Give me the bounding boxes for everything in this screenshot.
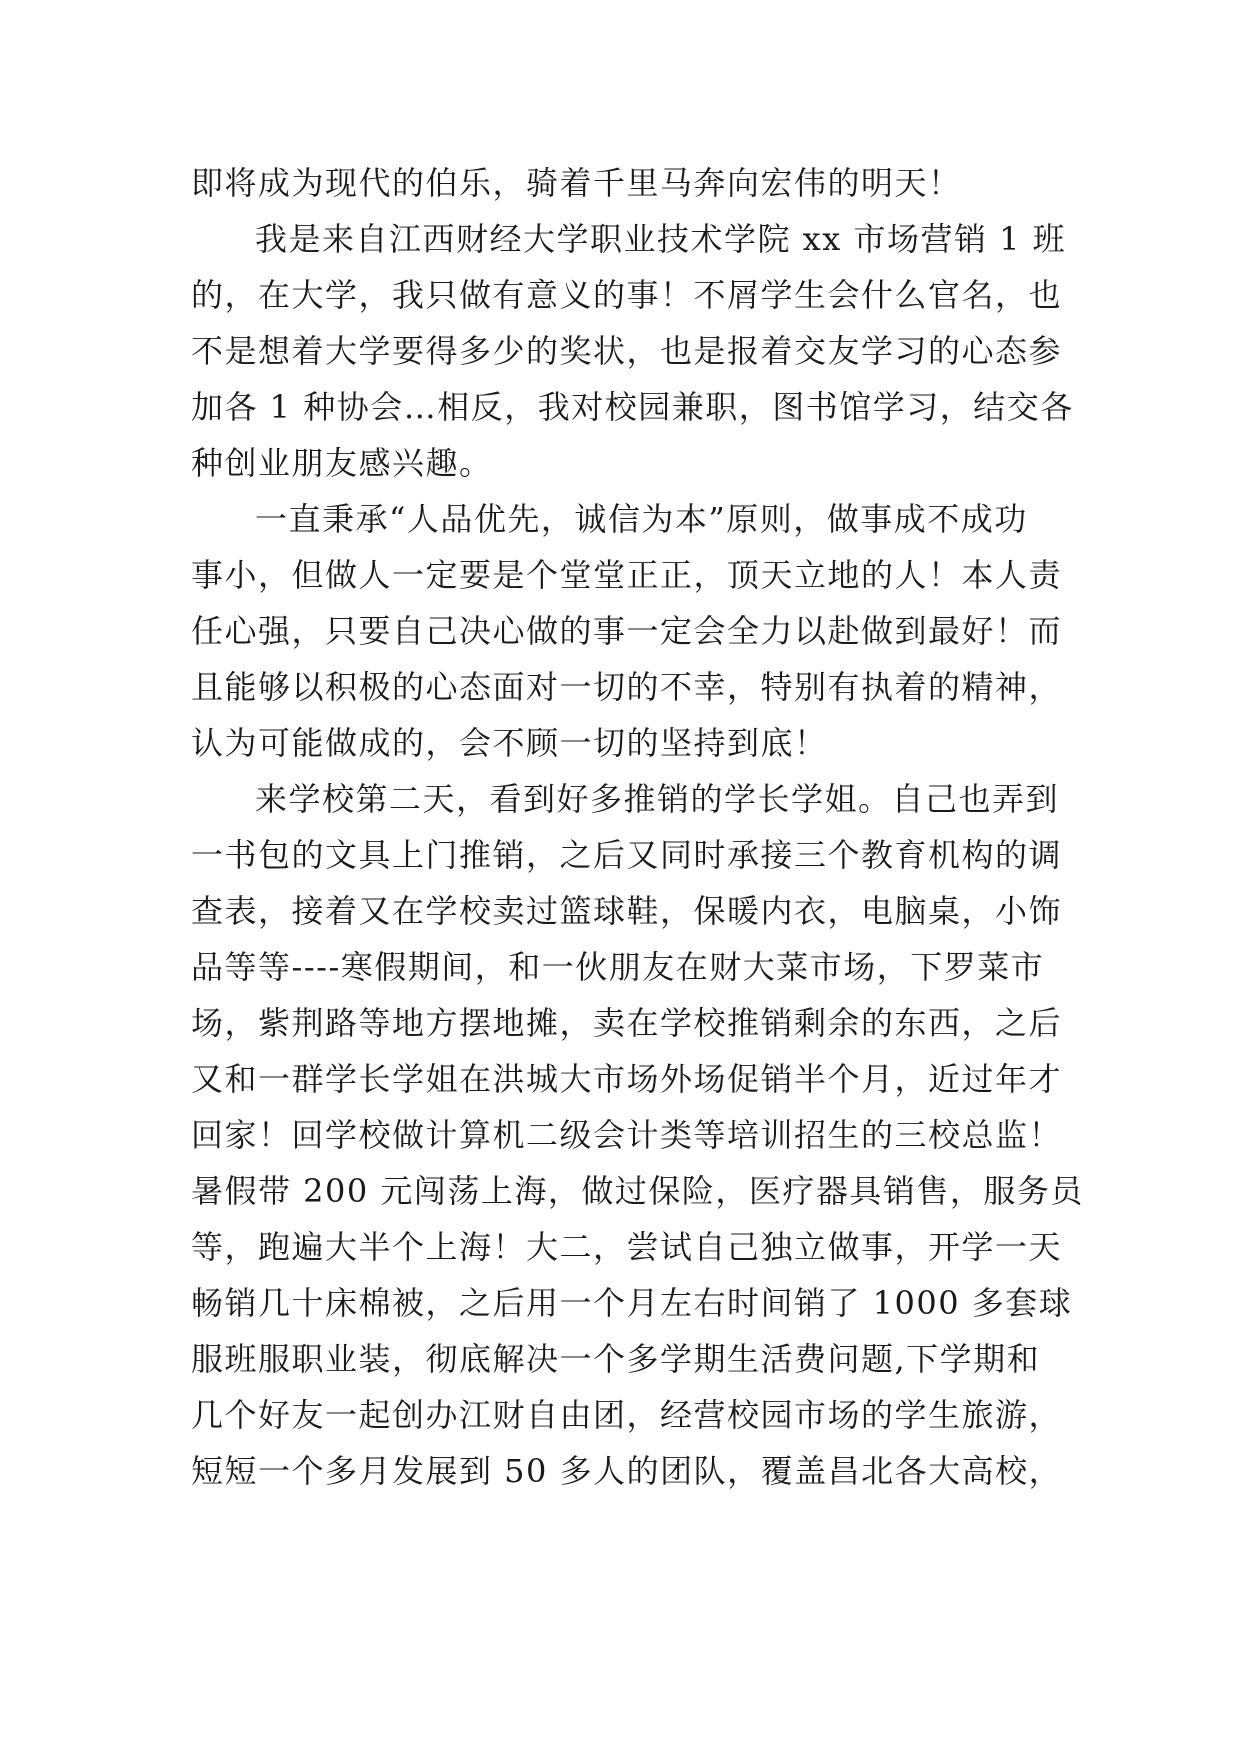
text-line: 一直秉承“人品优先，诚信为本”原则，做事成不成功 [255,500,1028,538]
text-line: 查表，接着又在学校卖过篮球鞋，保暖内衣，电脑桌，小饰 [191,892,1063,930]
document-body [191,155,1084,1499]
text-line: 几个好友一起创办江财自由团，经营校园市场的学生旅游， [191,1396,1063,1434]
text-line: 来学校第二天，看到好多推销的学长学姐。自己也弄到 [255,780,1060,818]
text-line: 等，跑遍大半个上海！大二，尝试自己独立做事，开学一天 [191,1228,1063,1266]
text-line: 我是来自江西财经大学职业技术学院 xx 市场营销 1 班 [255,220,1067,258]
text-line: 任心强，只要自己决心做的事一定会全力以赴做到最好！而 [191,612,1063,650]
text-line: 暑假带 200 元闯荡上海，做过保险，医疗器具销售，服务员 [191,1172,1084,1210]
text-line: 品等等----寒假期间，和一伙朋友在财大菜市场，下罗菜市 [191,948,1045,986]
text-line: 的，在大学，我只做有意义的事！不屑学生会什么官名，也 [191,276,1063,314]
text-line: 种创业朋友感兴趣。 [191,444,493,482]
text-line: 畅销几十床棉被，之后用一个月左右时间销了 1000 多套球 [191,1284,1073,1322]
text-line: 认为可能做成的，会不顾一切的坚持到底！ [191,724,828,762]
text-line: 场，紫荆路等地方摆地摊，卖在学校推销剩余的东西，之后 [191,1004,1063,1042]
text-line: 又和一群学长学姐在洪城大市场外场促销半个月，近过年才 [191,1060,1063,1098]
text-line: 一书包的文具上门推销，之后又同时承接三个教育机构的调 [191,836,1063,874]
text-line: 即将成为现代的伯乐，骑着千里马奔向宏伟的明天！ [191,164,962,202]
text-line: 且能够以积极的心态面对一切的不幸，特别有执着的精神， [191,668,1063,706]
text-line: 短短一个多月发展到 50 多人的团队，覆盖昌北各大高校， [191,1452,1063,1490]
text-line: 加各 1 种协会…相反，我对校园兼职，图书馆学习，结交各 [191,388,1074,426]
text-line: 服班服职业装，彻底解决一个多学期生活费问题,下学期和 [191,1340,1041,1378]
text-line: 回家！回学校做计算机二级会计类等培训招生的三校总监！ [191,1116,1063,1154]
text-line: 不是想着大学要得多少的奖状，也是报着交友学习的心态参 [191,332,1063,370]
text-line: 事小，但做人一定要是个堂堂正正，顶天立地的人！本人责 [191,556,1063,594]
